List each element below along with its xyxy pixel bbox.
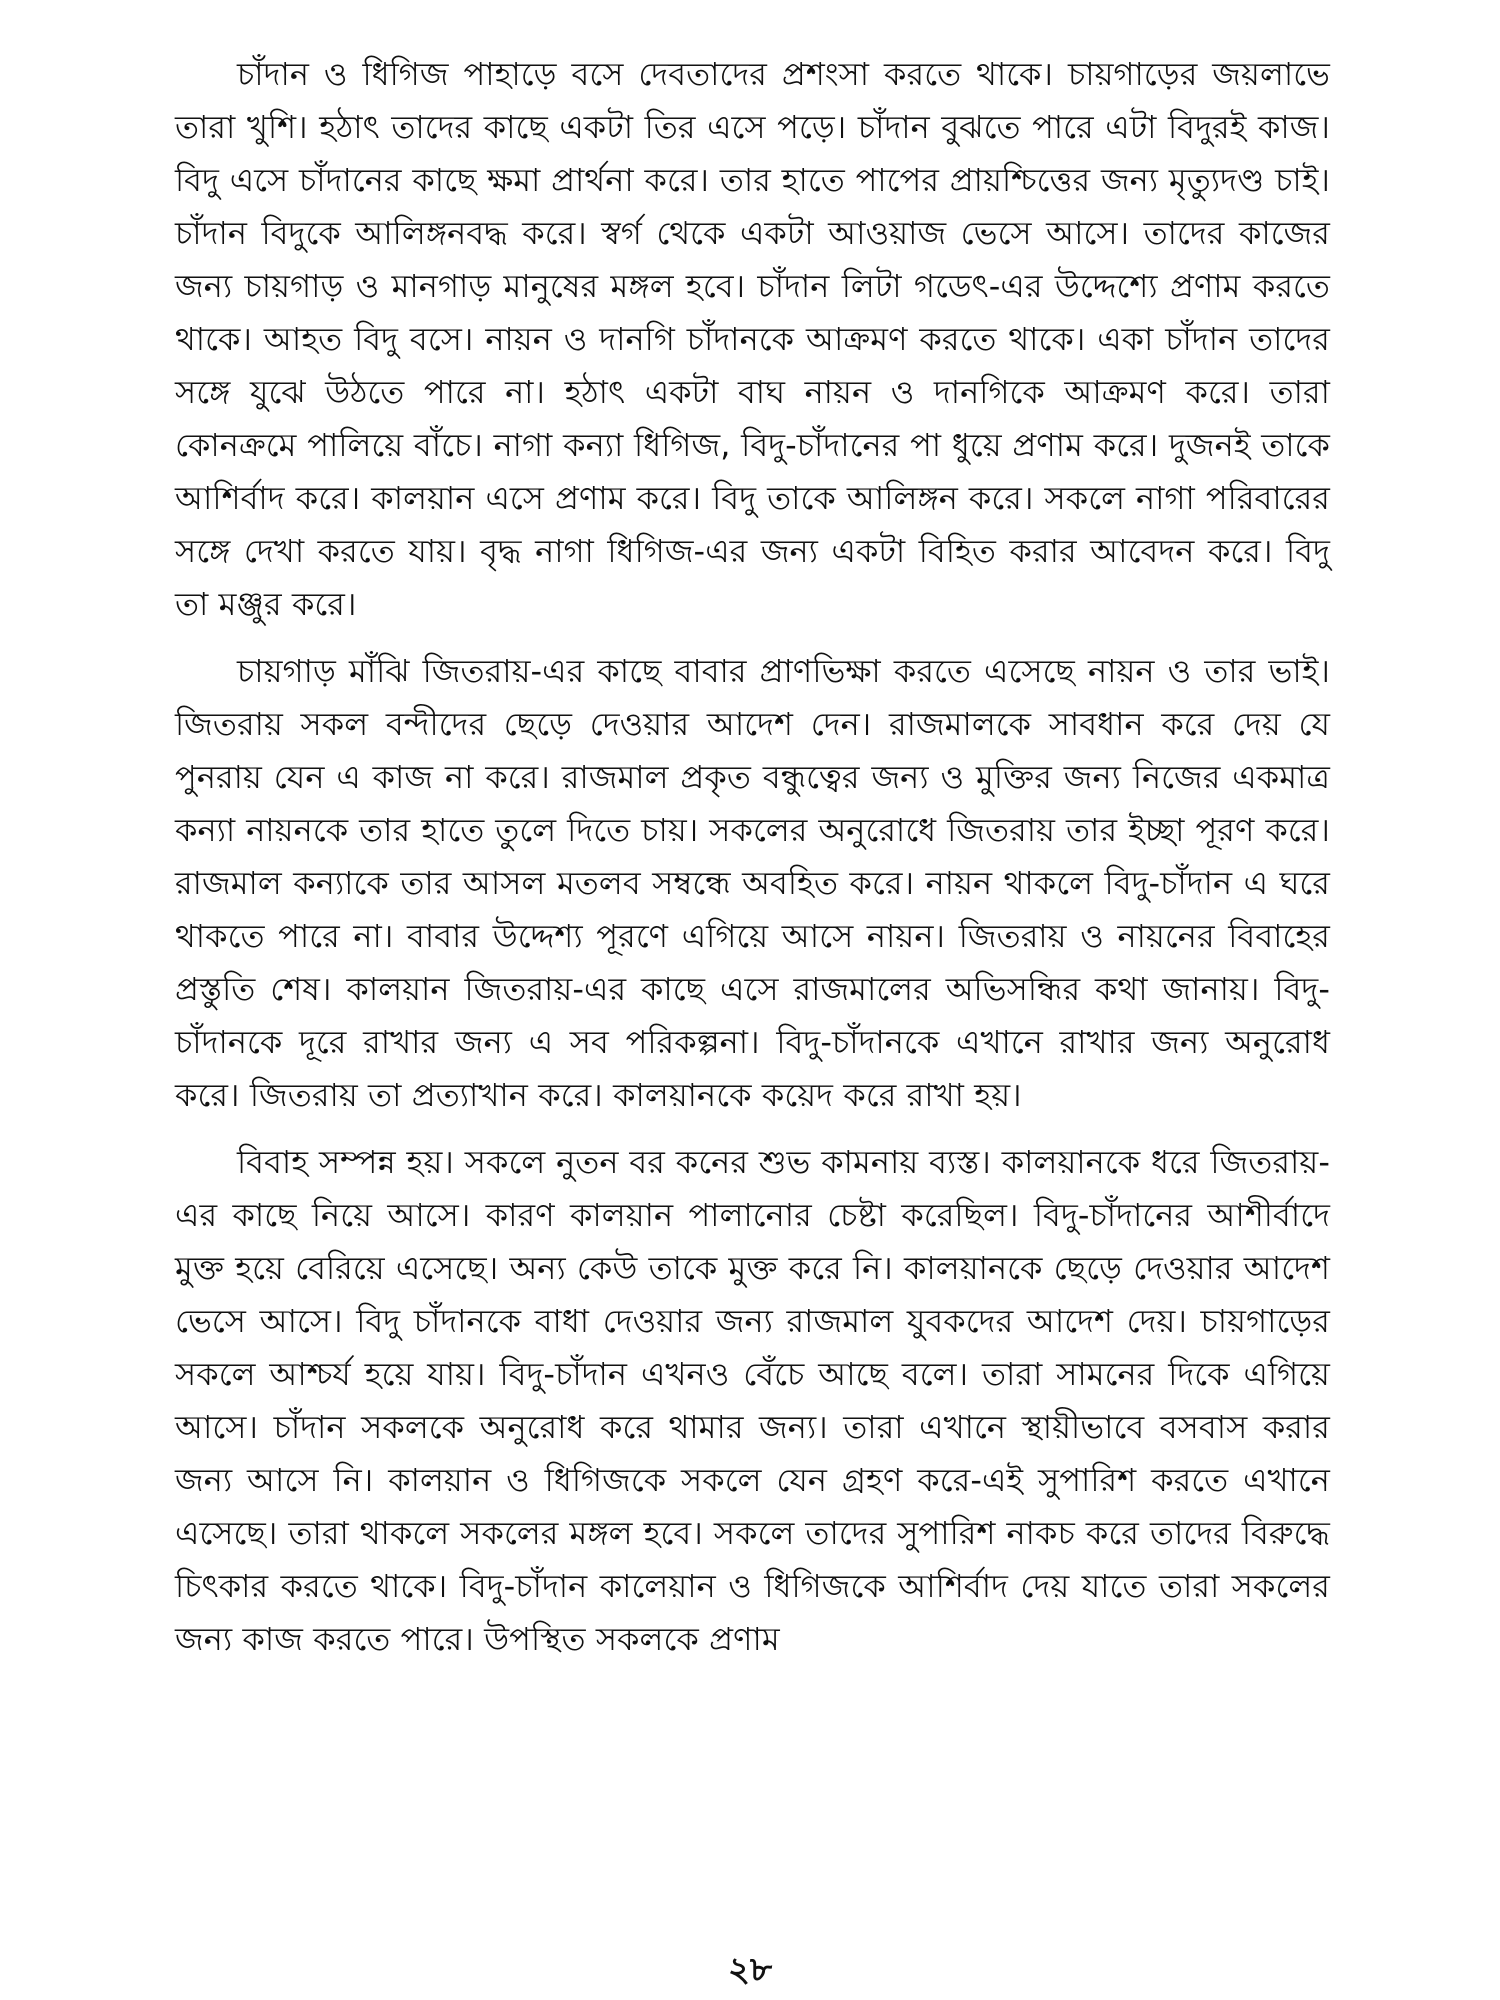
- paragraph-2: চায়গাড় মাঁঝি জিতরায়-এর কাছে বাবার প্রাণভিক্ষা করতে এসেছে নায়ন ও তার ভাই। জিতরায় সকল বন্দীদের ছেড়ে দেওয়ার আদেশ দেন। রাজমালকে সাবধান করে দেয় যে পুনরায় যেন এ কাজ না করে। রাজমাল প্রকৃত বন্ধুত্বের জন্য ও মুক্তির জন্য নিজের একমাত্র কন্যা নায়নকে তার হাতে তুলে দিতে চায়। সকলের অনুরোধে জিতরায় তার ইচ্ছা পূরণ করে। রাজমাল কন্যাকে তার আসল মতলব সম্বন্ধে অবহিত করে। নায়ন থাকলে বিদু-চাঁদান এ ঘরে থাকতে পারে না। বাবার উদ্দেশ্য পূরণে এগিয়ে আসে নায়ন। জিতরায় ও নায়নের বিবাহের প্রস্তুতি শেষ। কালয়ান জিতরায়-এর কাছে এসে রাজমালের অভিসন্ধির কথা জানায়। বিদু-চাঁদানকে দূরে রাখার জন্য এ সব পরিকল্পনা। বিদু-চাঁদানকে এখানে রাখার জন্য অনুরোধ করে। জিতরায় তা প্রত্যাখান করে। কালয়ানকে কয়েদ করে রাখা হয়।: [175, 652, 1330, 1114]
- paragraph-1: চাঁদান ও ধিগিজ পাহাড়ে বসে দেবতাদের প্রশংসা করতে থাকে। চায়গাড়ের জয়লাভে তারা খুশি। হঠাৎ তাদের কাছে একটা তির এসে পড়ে। চাঁদান বুঝতে পারে এটা বিদুরই কাজ। বিদু এসে চাঁদানের কাছে ক্ষমা প্রার্থনা করে। তার হাতে পাপের প্রায়শ্চিত্তের জন্য মৃত্যুদণ্ড চাই। চাঁদান বিদুকে আলিঙ্গনবদ্ধ করে। স্বর্গ থেকে একটা আওয়াজ ভেসে আসে। তাদের কাজের জন্য চায়গাড় ও মানগাড় মানুষের মঙ্গল হবে। চাঁদান লিটা গডেৎ-এর উদ্দেশ্যে প্রণাম করতে থাকে। আহত বিদু বসে। নায়ন ও দানগি চাঁদানকে আক্রমণ করতে থাকে। একা চাঁদান তাদের সঙ্গে যুঝে উঠতে পারে না। হঠাৎ একটা বাঘ নায়ন ও দানগিকে আক্রমণ করে। তারা কোনক্রমে পালিয়ে বাঁচে। নাগা কন্যা ধিগিজ, বিদু-চাঁদানের পা ধুয়ে প্রণাম করে। দুজনই তাকে আশির্বাদ করে। কালয়ান এসে প্রণাম করে। বিদু তাকে আলিঙ্গন করে। সকলে নাগা পরিবারের সঙ্গে দেখা করতে যায়। বৃদ্ধ নাগা ধিগিজ-এর জন্য একটা বিহিত করার আবেদন করে। বিদু তা মঞ্জুর করে।: [175, 55, 1331, 623]
- page-number: ২৮: [727, 1950, 773, 1990]
- paragraph-3: বিবাহ সম্পন্ন হয়। সকলে নুতন বর কনের শুভ কামনায় ব্যস্ত। কালয়ানকে ধরে জিতরায়-এর কাছে নিয়ে আসে। কারণ কালয়ান পালানোর চেষ্টা করেছিল। বিদু-চাঁদানের আশীর্বাদে মুক্ত হয়ে বেরিয়ে এসেছে। অন্য কেউ তাকে মুক্ত করে নি। কালয়ানকে ছেড়ে দেওয়ার আদেশ ভেসে আসে। বিদু চাঁদানকে বাধা দেওয়ার জন্য রাজমাল যুবকদের আদেশ দেয়। চায়গাড়ের সকলে আশ্চর্য হয়ে যায়। বিদু-চাঁদান এখনও বেঁচে আছে বলে। তারা সামনের দিকে এগিয়ে আসে। চাঁদান সকলকে অনুরোধ করে থামার জন্য। তারা এখানে স্থায়ীভাবে বসবাস করার জন্য আসে নি। কালয়ান ও ধিগিজকে সকলে যেন গ্রহণ করে-এই সুপারিশ করতে এখানে এসেছে। তারা থাকলে সকলের মঙ্গল হবে। সকলে তাদের সুপারিশ নাকচ করে তাদের বিরুদ্ধে চিৎকার করতে থাকে। বিদু-চাঁদান কালেয়ান ও ধিগিজকে আশির্বাদ দেয় যাতে তারা সকলের জন্য কাজ করতে পারে। উপস্থিত সকলকে প্রণাম: [175, 1143, 1330, 1658]
